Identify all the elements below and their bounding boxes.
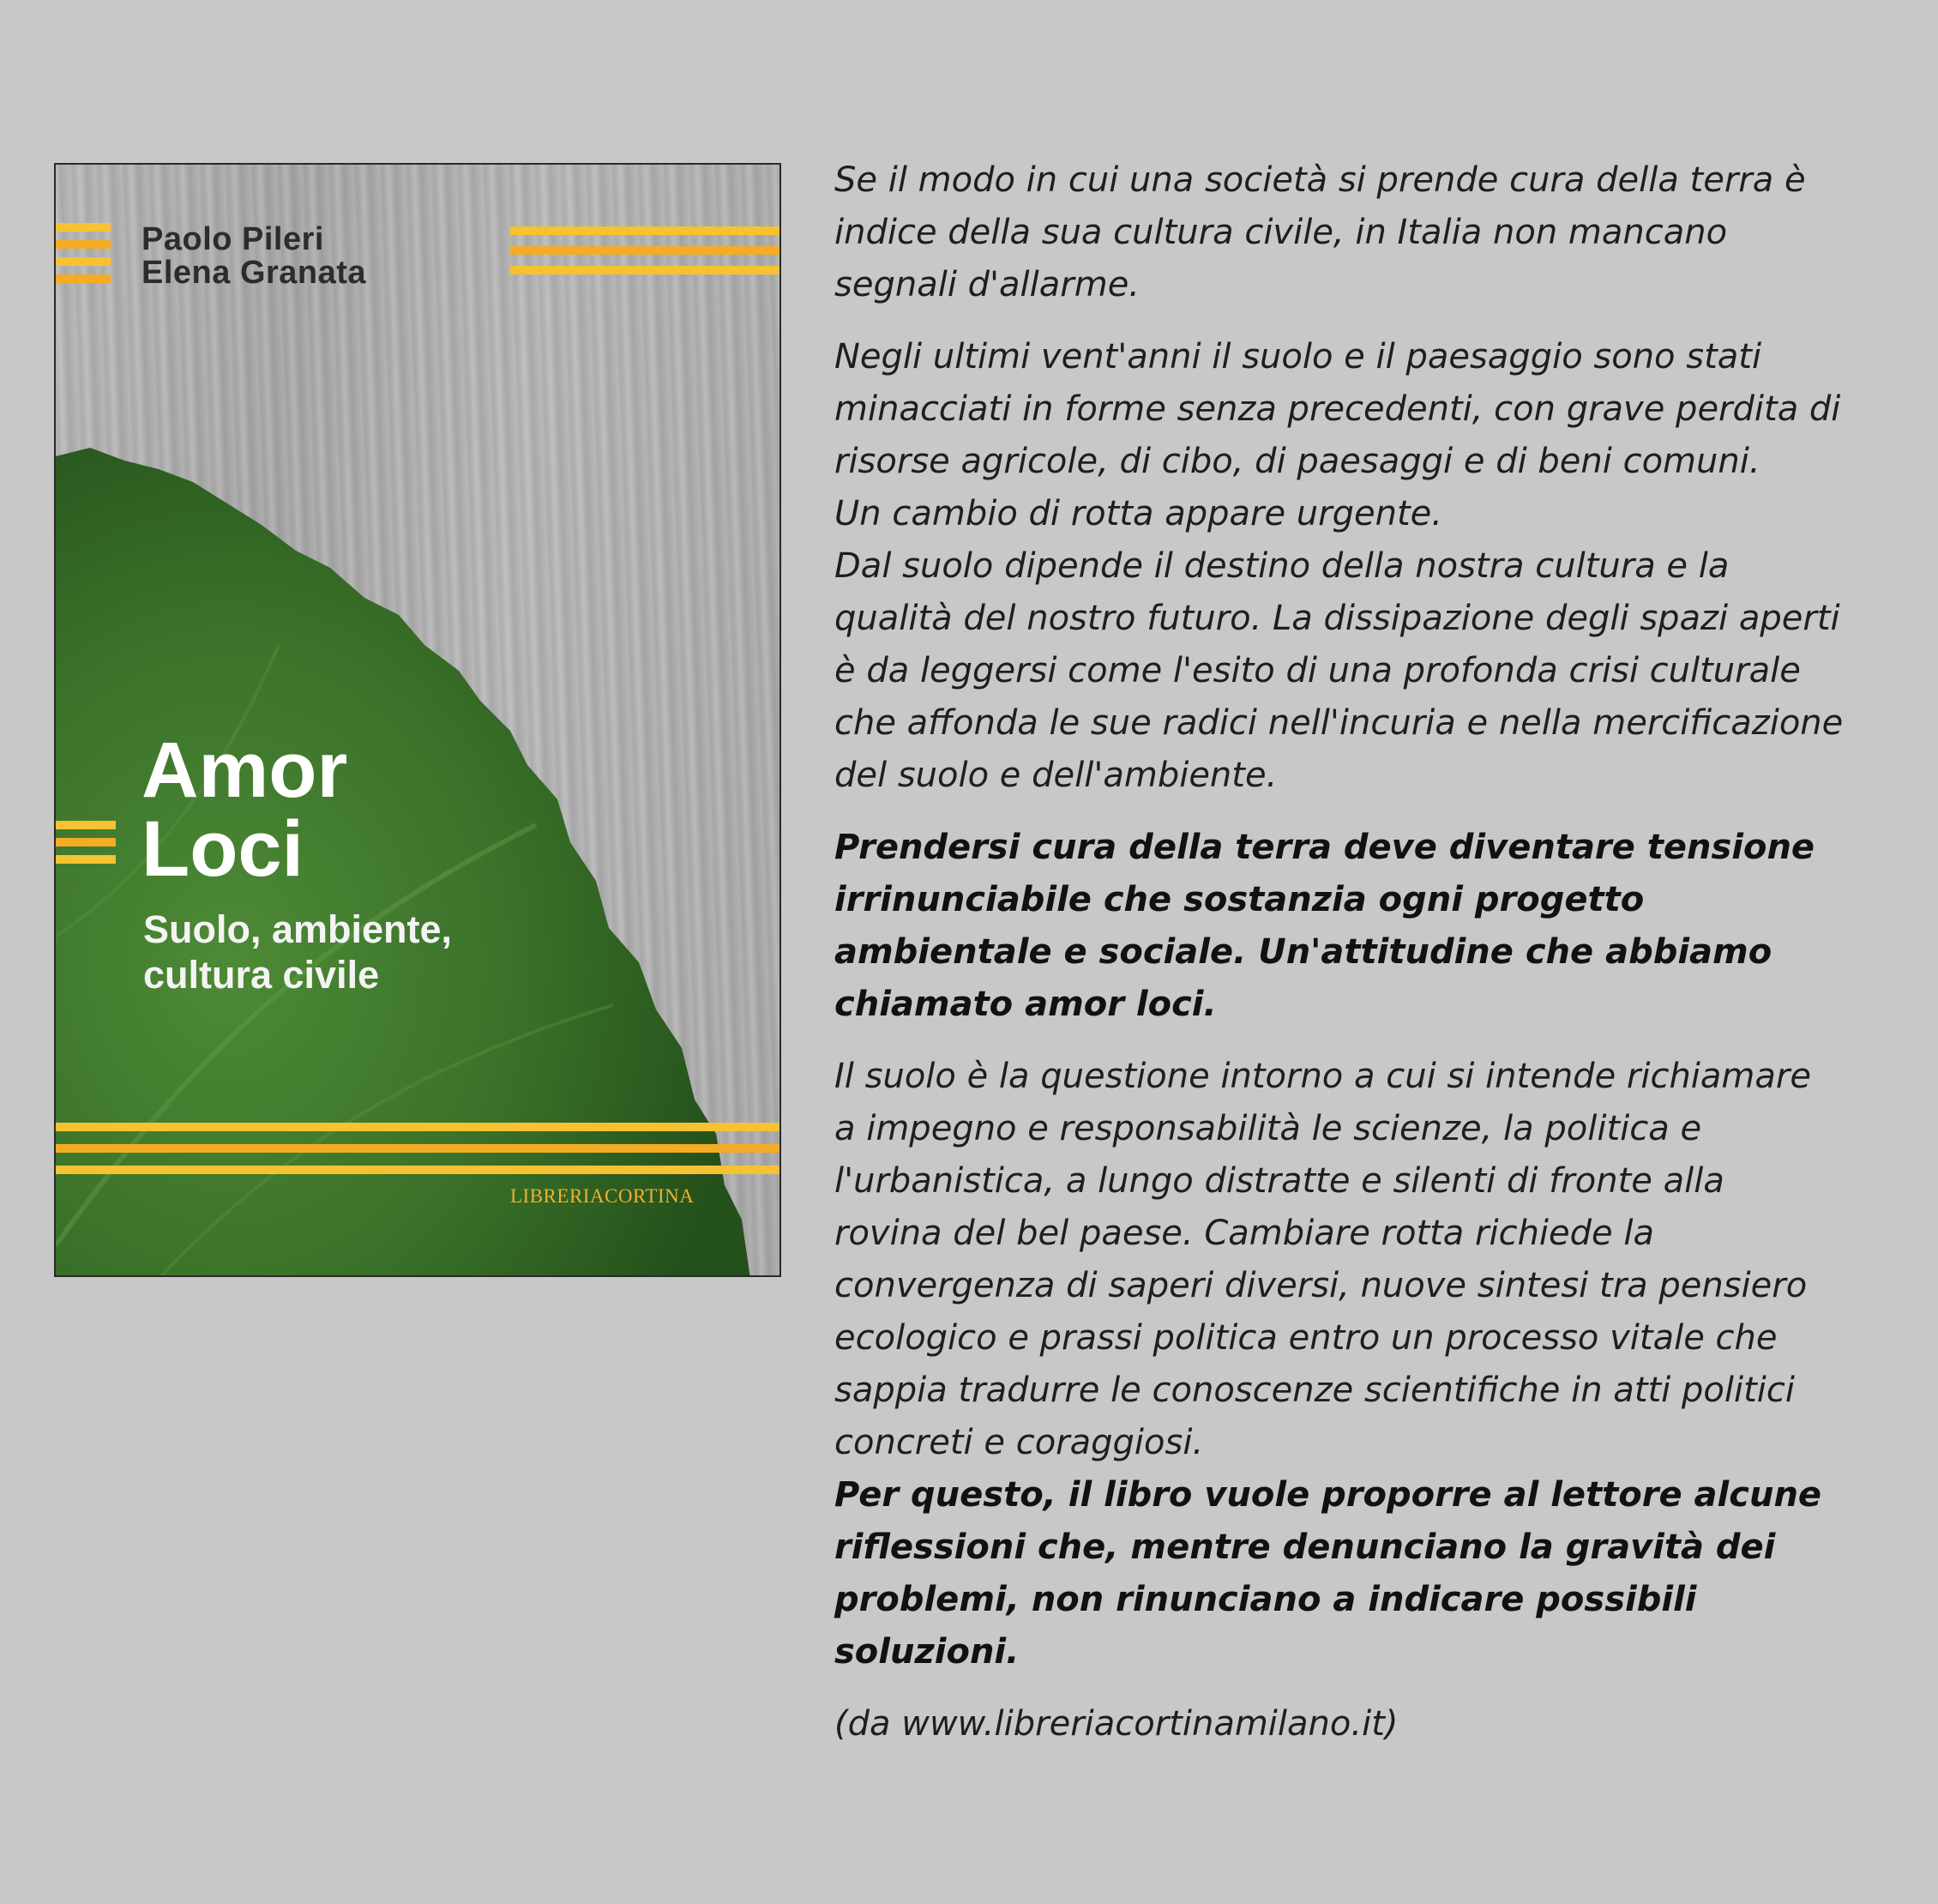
paragraph-emphasis xyxy=(834,822,1889,1031)
source-note xyxy=(834,1698,1889,1750)
cover-author-2: Elena Granata xyxy=(141,255,367,291)
text-line: segnali d'allarme. xyxy=(834,265,1141,304)
text-line: risorse agricole, di cibo, di paesaggi e di beni comuni. xyxy=(834,442,1760,481)
text-line: qualità del nostro futuro. La dissipazione degli spazi aperti xyxy=(834,599,1840,638)
text-line: a impegno e responsabilità le scienze, la politica e xyxy=(834,1109,1702,1148)
paragraph-context xyxy=(834,331,1889,802)
book-description xyxy=(834,154,1889,1770)
text-line: del suolo e dell'ambiente. xyxy=(834,756,1278,795)
text-line: chiamato amor loci. xyxy=(834,985,1217,1024)
text-line-bold: problemi, non rinunciano a indicare possibili xyxy=(834,1580,1697,1619)
cover-title-line-2: Loci xyxy=(141,805,304,893)
cover-subtitle-line-2: cultura civile xyxy=(143,953,380,997)
cover-title-line-1: Amor xyxy=(141,726,348,814)
text-line: concreti e coraggiosi. xyxy=(834,1423,1204,1462)
text-line: che affonda le sue radici nell'incuria e nella mercificazione xyxy=(834,703,1844,743)
text-line: Il suolo è la questione intorno a cui si intende richiamare xyxy=(834,1057,1811,1096)
text-line-bold: riflessioni che, mentre denunciano la gravità dei xyxy=(834,1527,1776,1567)
text-line-bold: Per questo, il libro vuole proporre al lettore alcune xyxy=(834,1475,1822,1515)
text-line: sappia tradurre le conoscenze scientifiche in atti politici xyxy=(834,1371,1795,1410)
text-line: ecologico e prassi politica entro un processo vitale che xyxy=(834,1318,1778,1358)
text-line: minacciati in forme senza precedenti, con grave perdita di xyxy=(834,389,1841,429)
book-cover xyxy=(54,163,781,1277)
text-line: irrinunciabile che sostanzia ogni progetto xyxy=(834,880,1645,919)
publisher-logo: LIBRERIACORTINA xyxy=(510,1185,695,1207)
text-line: Negli ultimi vent'anni il suolo e il paesaggio sono stati xyxy=(834,337,1762,377)
text-line: è da leggersi come l'esito di una profonda crisi culturale xyxy=(834,651,1801,690)
leaf-image xyxy=(56,165,781,1277)
cover-subtitle-line-1: Suolo, ambiente, xyxy=(143,907,453,951)
text-line-bold: soluzioni. xyxy=(834,1632,1020,1672)
paragraph-soil xyxy=(834,1051,1889,1678)
text-line: Se il modo in cui una società si prende cura della terra è xyxy=(834,160,1806,200)
text-line: ambientale e sociale. Un'attitudine che abbiamo xyxy=(834,932,1772,972)
cover-author-1: Paolo Pileri xyxy=(141,221,324,257)
text-line: convergenza di saperi diversi, nuove sintesi tra pensiero xyxy=(834,1266,1808,1305)
text-line: indice della sua cultura civile, in Italia non mancano xyxy=(834,213,1728,252)
text-line: Un cambio di rotta appare urgente. xyxy=(834,494,1442,533)
text-line: rovina del bel paese. Cambiare rotta richiede la xyxy=(834,1214,1654,1253)
text-line: Prendersi cura della terra deve diventare tensione xyxy=(834,828,1815,867)
paragraph-intro xyxy=(834,154,1889,311)
source-text: (da www.libreriacortinamilano.it) xyxy=(834,1704,1399,1744)
text-line: Dal suolo dipende il destino della nostra cultura e la xyxy=(834,546,1730,586)
text-line: l'urbanistica, a lungo distratte e silenti di fronte alla xyxy=(834,1161,1724,1201)
